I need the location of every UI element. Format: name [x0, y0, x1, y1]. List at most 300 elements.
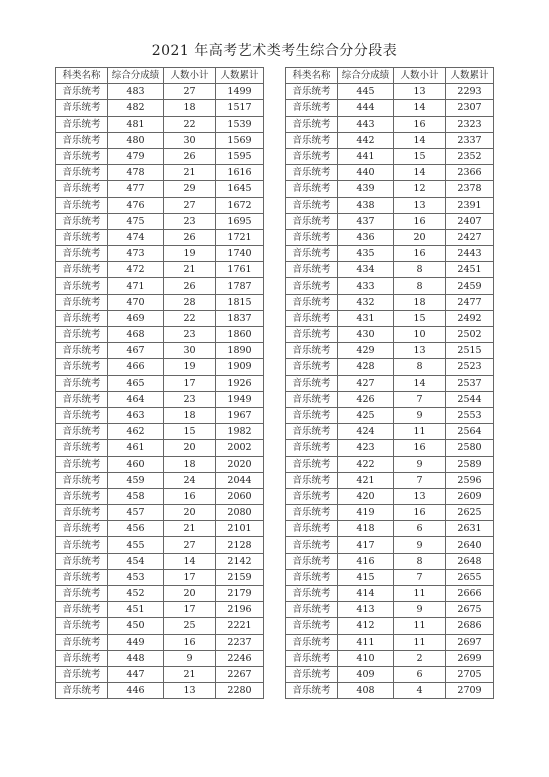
cell-score: 483 — [108, 84, 164, 100]
cell-cumulative: 2625 — [446, 505, 494, 521]
table-row — [56, 586, 264, 602]
cell-category: 音乐统考 — [56, 375, 108, 391]
cell-category: 音乐统考 — [56, 165, 108, 181]
table-row — [286, 310, 494, 326]
cell-count: 16 — [164, 634, 216, 650]
cell-category: 音乐统考 — [56, 84, 108, 100]
cell-category: 音乐统考 — [286, 359, 338, 375]
cell-category: 音乐统考 — [286, 586, 338, 602]
cell-count: 7 — [394, 472, 446, 488]
table-row — [286, 132, 494, 148]
score-table-left — [55, 67, 264, 699]
cell-score: 440 — [338, 165, 394, 181]
cell-cumulative: 2060 — [216, 488, 264, 504]
table-row — [56, 343, 264, 359]
cell-cumulative: 2307 — [446, 100, 494, 116]
table-row — [56, 505, 264, 521]
cell-category: 音乐统考 — [286, 327, 338, 343]
table-row — [56, 262, 264, 278]
table-row — [56, 407, 264, 423]
header-cumulative: 人数累计 — [446, 68, 494, 84]
cell-count: 4 — [394, 683, 446, 699]
cell-cumulative: 2589 — [446, 456, 494, 472]
cell-score: 464 — [108, 391, 164, 407]
cell-score: 457 — [108, 505, 164, 521]
cell-count: 26 — [164, 148, 216, 164]
table-row — [286, 229, 494, 245]
cell-score: 412 — [338, 618, 394, 634]
table-row — [56, 683, 264, 699]
cell-category: 音乐统考 — [286, 618, 338, 634]
cell-category: 音乐统考 — [56, 602, 108, 618]
cell-category: 音乐统考 — [286, 424, 338, 440]
cell-category: 音乐统考 — [56, 213, 108, 229]
cell-category: 音乐统考 — [286, 100, 338, 116]
table-row — [286, 197, 494, 213]
cell-category: 音乐统考 — [286, 505, 338, 521]
cell-score: 471 — [108, 278, 164, 294]
cell-score: 451 — [108, 602, 164, 618]
cell-score: 439 — [338, 181, 394, 197]
cell-cumulative: 2196 — [216, 602, 264, 618]
cell-cumulative: 2366 — [446, 165, 494, 181]
cell-category: 音乐统考 — [56, 586, 108, 602]
cell-score: 455 — [108, 537, 164, 553]
cell-count: 10 — [394, 327, 446, 343]
cell-count: 8 — [394, 278, 446, 294]
cell-category: 音乐统考 — [286, 148, 338, 164]
table-body — [56, 84, 264, 699]
cell-category: 音乐统考 — [56, 278, 108, 294]
cell-score: 431 — [338, 310, 394, 326]
cell-count: 14 — [394, 100, 446, 116]
cell-cumulative: 1837 — [216, 310, 264, 326]
cell-score: 458 — [108, 488, 164, 504]
cell-score: 452 — [108, 586, 164, 602]
cell-category: 音乐统考 — [286, 569, 338, 585]
table-row — [56, 148, 264, 164]
table-row — [56, 472, 264, 488]
cell-score: 448 — [108, 650, 164, 666]
cell-count: 9 — [394, 456, 446, 472]
cell-category: 音乐统考 — [56, 553, 108, 569]
cell-count: 21 — [164, 521, 216, 537]
cell-cumulative: 2697 — [446, 634, 494, 650]
table-row — [56, 213, 264, 229]
cell-cumulative: 2337 — [446, 132, 494, 148]
cell-category: 音乐统考 — [56, 343, 108, 359]
cell-count: 9 — [164, 650, 216, 666]
cell-score: 434 — [338, 262, 394, 278]
cell-cumulative: 2443 — [446, 246, 494, 262]
cell-count: 13 — [394, 197, 446, 213]
cell-score: 442 — [338, 132, 394, 148]
table-row — [56, 229, 264, 245]
cell-category: 音乐统考 — [56, 100, 108, 116]
table-row — [56, 440, 264, 456]
table-row — [286, 100, 494, 116]
cell-cumulative: 2537 — [446, 375, 494, 391]
cell-cumulative: 1595 — [216, 148, 264, 164]
cell-cumulative: 2002 — [216, 440, 264, 456]
cell-score: 482 — [108, 100, 164, 116]
cell-score: 433 — [338, 278, 394, 294]
cell-category: 音乐统考 — [56, 116, 108, 132]
cell-category: 音乐统考 — [286, 488, 338, 504]
cell-score: 443 — [338, 116, 394, 132]
cell-score: 445 — [338, 84, 394, 100]
cell-count: 16 — [394, 505, 446, 521]
cell-count: 17 — [164, 569, 216, 585]
table-row — [286, 521, 494, 537]
cell-count: 27 — [164, 537, 216, 553]
table-row — [286, 181, 494, 197]
cell-score: 479 — [108, 148, 164, 164]
cell-cumulative: 2648 — [446, 553, 494, 569]
cell-score: 477 — [108, 181, 164, 197]
cell-cumulative: 2352 — [446, 148, 494, 164]
cell-cumulative: 2179 — [216, 586, 264, 602]
table-row — [286, 553, 494, 569]
cell-count: 19 — [164, 246, 216, 262]
cell-cumulative: 1517 — [216, 100, 264, 116]
cell-count: 30 — [164, 132, 216, 148]
cell-category: 音乐统考 — [286, 391, 338, 407]
cell-count: 17 — [164, 375, 216, 391]
cell-cumulative: 2128 — [216, 537, 264, 553]
table-row — [56, 294, 264, 310]
cell-category: 音乐统考 — [286, 294, 338, 310]
cell-cumulative: 2640 — [446, 537, 494, 553]
table-row — [286, 586, 494, 602]
cell-cumulative: 1569 — [216, 132, 264, 148]
cell-category: 音乐统考 — [286, 440, 338, 456]
cell-category: 音乐统考 — [286, 213, 338, 229]
table-row — [56, 327, 264, 343]
table-row — [286, 262, 494, 278]
score-table-right — [285, 67, 494, 699]
cell-cumulative: 2544 — [446, 391, 494, 407]
cell-score: 468 — [108, 327, 164, 343]
table-row — [286, 148, 494, 164]
cell-count: 15 — [394, 310, 446, 326]
table-row — [286, 634, 494, 650]
cell-category: 音乐统考 — [56, 569, 108, 585]
header-cumulative: 人数累计 — [216, 68, 264, 84]
cell-count: 16 — [394, 213, 446, 229]
table-row — [286, 602, 494, 618]
table-row — [286, 294, 494, 310]
cell-cumulative: 2655 — [446, 569, 494, 585]
cell-count: 2 — [394, 650, 446, 666]
cell-cumulative: 2237 — [216, 634, 264, 650]
cell-score: 429 — [338, 343, 394, 359]
cell-cumulative: 2686 — [446, 618, 494, 634]
cell-category: 音乐统考 — [56, 537, 108, 553]
cell-count: 9 — [394, 407, 446, 423]
cell-score: 465 — [108, 375, 164, 391]
cell-cumulative: 1761 — [216, 262, 264, 278]
cell-category: 音乐统考 — [286, 666, 338, 682]
cell-score: 422 — [338, 456, 394, 472]
cell-cumulative: 2323 — [446, 116, 494, 132]
cell-category: 音乐统考 — [286, 634, 338, 650]
cell-count: 13 — [394, 343, 446, 359]
table-header-row — [56, 68, 264, 84]
cell-count: 14 — [394, 375, 446, 391]
cell-category: 音乐统考 — [56, 246, 108, 262]
cell-cumulative: 2515 — [446, 343, 494, 359]
table-row — [56, 424, 264, 440]
cell-cumulative: 2666 — [446, 586, 494, 602]
table-row — [286, 407, 494, 423]
cell-category: 音乐统考 — [56, 327, 108, 343]
cell-score: 414 — [338, 586, 394, 602]
cell-count: 18 — [164, 100, 216, 116]
cell-score: 463 — [108, 407, 164, 423]
header-count: 人数小计 — [394, 68, 446, 84]
table-row — [56, 602, 264, 618]
cell-cumulative: 2267 — [216, 666, 264, 682]
cell-count: 21 — [164, 666, 216, 682]
cell-score: 441 — [338, 148, 394, 164]
table-row — [286, 683, 494, 699]
cell-cumulative: 2523 — [446, 359, 494, 375]
table-row — [286, 569, 494, 585]
cell-category: 音乐统考 — [56, 618, 108, 634]
cell-category: 音乐统考 — [56, 440, 108, 456]
cell-count: 7 — [394, 569, 446, 585]
cell-cumulative: 2044 — [216, 472, 264, 488]
table-row — [286, 424, 494, 440]
cell-count: 13 — [394, 84, 446, 100]
cell-score: 409 — [338, 666, 394, 682]
cell-category: 音乐统考 — [56, 229, 108, 245]
cell-score: 460 — [108, 456, 164, 472]
cell-count: 15 — [164, 424, 216, 440]
cell-category: 音乐统考 — [56, 666, 108, 682]
header-category: 科类名称 — [286, 68, 338, 84]
cell-category: 音乐统考 — [286, 553, 338, 569]
cell-count: 28 — [164, 294, 216, 310]
cell-score: 416 — [338, 553, 394, 569]
cell-score: 418 — [338, 521, 394, 537]
cell-count: 8 — [394, 553, 446, 569]
cell-category: 音乐统考 — [56, 650, 108, 666]
cell-score: 425 — [338, 407, 394, 423]
cell-category: 音乐统考 — [56, 683, 108, 699]
cell-category: 音乐统考 — [286, 683, 338, 699]
cell-cumulative: 1949 — [216, 391, 264, 407]
cell-score: 474 — [108, 229, 164, 245]
cell-count: 16 — [394, 440, 446, 456]
cell-category: 音乐统考 — [286, 521, 338, 537]
cell-score: 437 — [338, 213, 394, 229]
cell-score: 476 — [108, 197, 164, 213]
cell-cumulative: 2699 — [446, 650, 494, 666]
table-row — [286, 537, 494, 553]
table-row — [56, 278, 264, 294]
cell-count: 11 — [394, 424, 446, 440]
cell-count: 6 — [394, 666, 446, 682]
table-row — [56, 165, 264, 181]
cell-cumulative: 2101 — [216, 521, 264, 537]
cell-count: 16 — [164, 488, 216, 504]
cell-count: 16 — [394, 116, 446, 132]
cell-cumulative: 2596 — [446, 472, 494, 488]
cell-count: 30 — [164, 343, 216, 359]
cell-score: 473 — [108, 246, 164, 262]
cell-score: 446 — [108, 683, 164, 699]
cell-count: 14 — [164, 553, 216, 569]
page-title: 2021 年高考艺术类考生综合分分段表 — [151, 43, 398, 59]
cell-category: 音乐统考 — [286, 537, 338, 553]
cell-cumulative: 2280 — [216, 683, 264, 699]
cell-count: 17 — [164, 602, 216, 618]
cell-category: 音乐统考 — [286, 197, 338, 213]
cell-score: 436 — [338, 229, 394, 245]
table-row — [56, 310, 264, 326]
table-row — [56, 84, 264, 100]
cell-category: 音乐统考 — [56, 521, 108, 537]
cell-cumulative: 2675 — [446, 602, 494, 618]
cell-count: 9 — [394, 602, 446, 618]
cell-count: 11 — [394, 586, 446, 602]
cell-score: 480 — [108, 132, 164, 148]
cell-category: 音乐统考 — [286, 278, 338, 294]
cell-score: 420 — [338, 488, 394, 504]
cell-cumulative: 1539 — [216, 116, 264, 132]
cell-cumulative: 1695 — [216, 213, 264, 229]
cell-cumulative: 2502 — [446, 327, 494, 343]
cell-cumulative: 1616 — [216, 165, 264, 181]
cell-count: 12 — [394, 181, 446, 197]
cell-score: 432 — [338, 294, 394, 310]
cell-cumulative: 2159 — [216, 569, 264, 585]
table-row — [286, 343, 494, 359]
cell-score: 459 — [108, 472, 164, 488]
cell-score: 470 — [108, 294, 164, 310]
cell-score: 430 — [338, 327, 394, 343]
cell-count: 29 — [164, 181, 216, 197]
table-row — [56, 553, 264, 569]
table-row — [286, 165, 494, 181]
cell-cumulative: 1890 — [216, 343, 264, 359]
cell-cumulative: 1721 — [216, 229, 264, 245]
cell-score: 426 — [338, 391, 394, 407]
cell-score: 456 — [108, 521, 164, 537]
cell-count: 24 — [164, 472, 216, 488]
cell-cumulative: 2293 — [446, 84, 494, 100]
cell-category: 音乐统考 — [286, 181, 338, 197]
cell-count: 6 — [394, 521, 446, 537]
table-row — [286, 618, 494, 634]
cell-category: 音乐统考 — [286, 132, 338, 148]
cell-score: 467 — [108, 343, 164, 359]
cell-count: 20 — [394, 229, 446, 245]
cell-count: 22 — [164, 310, 216, 326]
cell-category: 音乐统考 — [56, 505, 108, 521]
header-category: 科类名称 — [56, 68, 108, 84]
cell-score: 423 — [338, 440, 394, 456]
cell-count: 21 — [164, 262, 216, 278]
cell-cumulative: 1926 — [216, 375, 264, 391]
cell-count: 8 — [394, 262, 446, 278]
cell-category: 音乐统考 — [286, 650, 338, 666]
cell-cumulative: 2378 — [446, 181, 494, 197]
cell-count: 20 — [164, 505, 216, 521]
cell-count: 18 — [394, 294, 446, 310]
cell-category: 音乐统考 — [286, 84, 338, 100]
cell-score: 481 — [108, 116, 164, 132]
cell-score: 413 — [338, 602, 394, 618]
cell-category: 音乐统考 — [56, 634, 108, 650]
cell-cumulative: 1787 — [216, 278, 264, 294]
cell-category: 音乐统考 — [56, 488, 108, 504]
cell-category: 音乐统考 — [286, 310, 338, 326]
cell-score: 411 — [338, 634, 394, 650]
table-row — [286, 505, 494, 521]
cell-count: 16 — [394, 246, 446, 262]
cell-cumulative: 1740 — [216, 246, 264, 262]
cell-category: 音乐统考 — [56, 407, 108, 423]
cell-score: 438 — [338, 197, 394, 213]
cell-cumulative: 1499 — [216, 84, 264, 100]
cell-category: 音乐统考 — [56, 181, 108, 197]
table-row — [286, 391, 494, 407]
table-row — [56, 666, 264, 682]
table-row — [286, 488, 494, 504]
cell-category: 音乐统考 — [286, 229, 338, 245]
cell-category: 音乐统考 — [56, 197, 108, 213]
cell-score: 427 — [338, 375, 394, 391]
cell-score: 462 — [108, 424, 164, 440]
header-score: 综合分成绩 — [338, 68, 394, 84]
cell-cumulative: 2391 — [446, 197, 494, 213]
cell-category: 音乐统考 — [56, 472, 108, 488]
cell-count: 11 — [394, 634, 446, 650]
cell-cumulative: 1645 — [216, 181, 264, 197]
table-row — [286, 666, 494, 682]
table-row — [56, 100, 264, 116]
table-row — [56, 246, 264, 262]
cell-count: 26 — [164, 278, 216, 294]
table-row — [56, 116, 264, 132]
cell-cumulative: 2246 — [216, 650, 264, 666]
cell-count: 23 — [164, 327, 216, 343]
cell-score: 469 — [108, 310, 164, 326]
cell-cumulative: 1815 — [216, 294, 264, 310]
cell-count: 7 — [394, 391, 446, 407]
cell-count: 15 — [394, 148, 446, 164]
cell-category: 音乐统考 — [286, 375, 338, 391]
cell-category: 音乐统考 — [56, 424, 108, 440]
table-row — [286, 246, 494, 262]
table-row — [286, 116, 494, 132]
cell-category: 音乐统考 — [286, 165, 338, 181]
cell-cumulative: 1672 — [216, 197, 264, 213]
cell-count: 26 — [164, 229, 216, 245]
cell-count: 8 — [394, 359, 446, 375]
table-row — [56, 618, 264, 634]
table-row — [286, 213, 494, 229]
cell-score: 417 — [338, 537, 394, 553]
table-row — [286, 650, 494, 666]
table-row — [56, 569, 264, 585]
table-row — [56, 521, 264, 537]
cell-count: 21 — [164, 165, 216, 181]
cell-cumulative: 2142 — [216, 553, 264, 569]
